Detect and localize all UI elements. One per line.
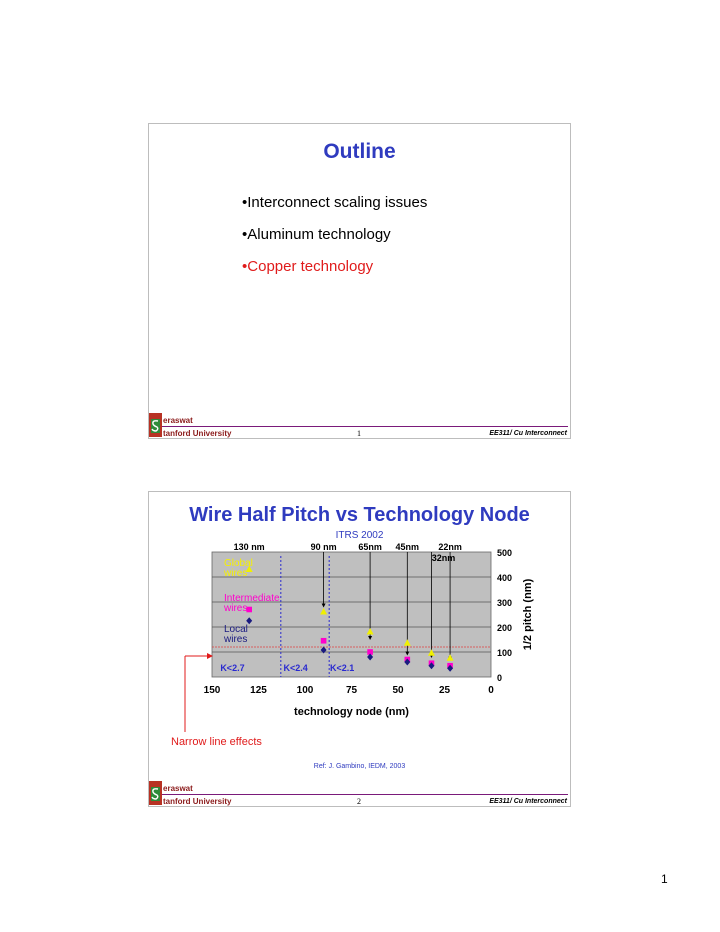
node-label: 90 nm [310, 542, 337, 552]
y-tick-label: 500 [497, 548, 513, 558]
legend-label: wires [224, 634, 248, 645]
slide-2 [148, 491, 571, 807]
bullet-text: Aluminum technology [247, 226, 391, 243]
footer-author: eraswat [163, 784, 193, 793]
y-axis-title: 1/2 pitch (nm) [522, 578, 534, 651]
stanford-s-logo-icon [149, 781, 162, 805]
x-tick-label: 0 [488, 685, 494, 696]
node-label: 45nm [395, 542, 420, 552]
legend-label: Intermediate [224, 593, 280, 604]
x-tick-label: 125 [250, 685, 267, 696]
node-label: 65nm [358, 542, 382, 552]
x-tick-label: 50 [392, 685, 404, 696]
bullet-text: Interconnect scaling issues [247, 194, 428, 211]
footer-university: tanford University [163, 429, 232, 438]
k-label: K<2.4 [283, 663, 308, 673]
x-tick-label: 25 [438, 685, 451, 696]
slide-1-title: Outline [323, 140, 396, 163]
course-label: EE311/ Cu Interconnect [489, 430, 567, 437]
bullet-item [242, 194, 427, 226]
intermediate-wire-point [321, 638, 327, 644]
footer-divider [159, 794, 568, 795]
reference-text: Ref: J. Gambino, IEDM, 2003 [313, 763, 406, 770]
y-tick-label: 200 [497, 623, 513, 633]
y-tick-label: 400 [497, 573, 513, 583]
slide-number: 2 [357, 797, 361, 806]
course-label: EE311/ Cu Interconnect [489, 798, 567, 805]
bullet-item [242, 226, 427, 258]
half-pitch-chart [149, 492, 572, 808]
k-label: K<2.7 [220, 663, 245, 673]
x-tick-label: 150 [203, 685, 221, 696]
k-label: K<2.1 [330, 663, 355, 673]
legend-label: wires [224, 568, 248, 579]
bullet-item-highlighted [242, 258, 427, 290]
footer-divider [159, 426, 568, 427]
y-tick-label: 100 [497, 648, 513, 658]
x-tick-label: 100 [296, 685, 314, 696]
slide-2-subtitle: ITRS 2002 [335, 530, 384, 541]
bullet-dot: • [242, 258, 248, 275]
y-tick-label: 0 [497, 673, 503, 683]
outline-list [242, 194, 427, 290]
node-label: 22nm [438, 542, 462, 552]
slide-2-title: Wire Half Pitch vs Technology Node [189, 504, 530, 526]
x-tick-label: 75 [345, 685, 358, 696]
legend-label: wires [224, 603, 248, 614]
node-label: 130 nm [233, 542, 265, 552]
footer-university: tanford University [163, 797, 232, 806]
legend-label: Global [224, 558, 253, 569]
narrow-line-effects-label: Narrow line effects [171, 736, 262, 748]
legend-label: Local [224, 624, 248, 635]
slide-number: 1 [357, 429, 361, 438]
bullet-dot: • [242, 194, 248, 211]
bullet-dot: • [242, 226, 248, 243]
slide-1 [148, 123, 571, 439]
stanford-s-logo-icon [149, 413, 162, 437]
x-axis-title: technology node (nm) [294, 706, 409, 718]
footer-author: eraswat [163, 416, 193, 425]
node-label: 32nm [431, 553, 456, 563]
bullet-text: Copper technology [247, 258, 374, 275]
page-number: 1 [661, 872, 668, 886]
y-tick-label: 300 [497, 598, 513, 608]
